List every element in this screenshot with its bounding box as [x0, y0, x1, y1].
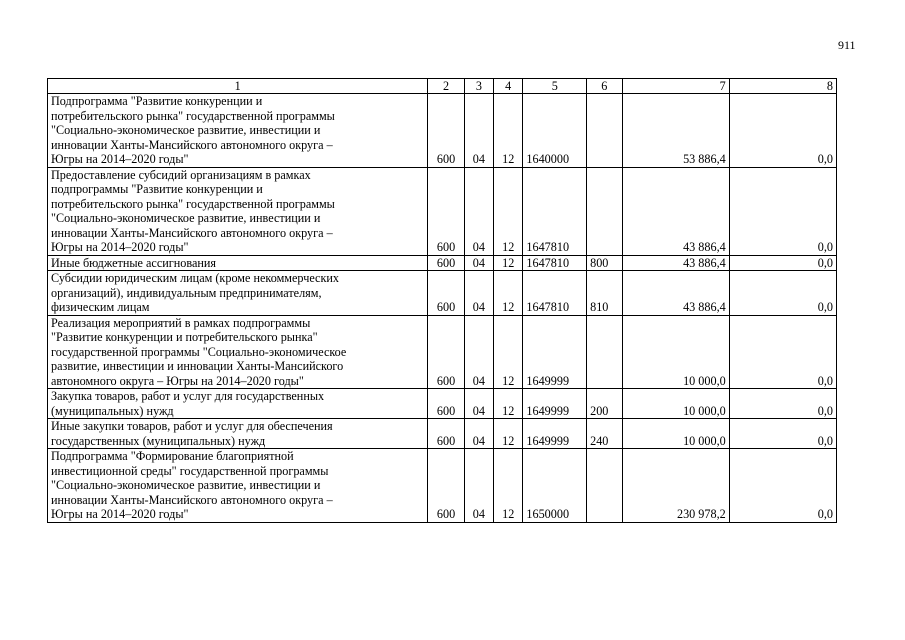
description-line: Субсидии юридическим лицам (кроме некоммерческих: [51, 271, 339, 285]
cell-c4: 12: [494, 389, 523, 419]
cell-c5: 1647810: [523, 271, 587, 316]
description-line: инновации Ханты-Мансийского автономного округа –: [51, 225, 333, 240]
table-row: [48, 255, 837, 271]
table-row: [48, 167, 837, 255]
cell-c5: 1649999: [523, 315, 587, 389]
cell-c2: 600: [428, 167, 464, 255]
page-number: 911: [838, 38, 856, 52]
cell-c5: 1640000: [523, 94, 587, 168]
row-description: [48, 419, 428, 449]
cell-c4: 12: [494, 419, 523, 449]
row-description: [48, 167, 428, 255]
cell-c7: 10 000,0: [622, 419, 729, 449]
description-line: Иные закупки товаров, работ и услуг для обеспечения: [51, 419, 333, 433]
cell-c6: 800: [587, 255, 622, 271]
table-row: [48, 389, 837, 419]
cell-c5: 1649999: [523, 419, 587, 449]
cell-c7: 43 886,4: [622, 255, 729, 271]
description-line: инвестиционной среды" государственной программы: [51, 463, 329, 478]
description-line: потребительского рынка" государственной программы: [51, 108, 335, 123]
description-line: "Социально-экономическое развитие, инвестиции и: [51, 211, 321, 225]
cell-c3: 04: [464, 449, 493, 523]
cell-c4: 12: [494, 271, 523, 316]
header-cell: 5: [523, 79, 587, 94]
table-row: [48, 419, 837, 449]
description-line: Реализация мероприятий в рамках подпрограммы: [51, 315, 311, 330]
cell-c6: [587, 315, 622, 389]
cell-c4: 12: [494, 167, 523, 255]
cell-c8: 0,0: [729, 449, 836, 523]
row-description: [48, 449, 428, 523]
description-line: Предоставление субсидий организациям в рамках: [51, 167, 311, 182]
description-line: развитие, инвестиции и инновации Ханты-Мансийского: [51, 359, 344, 373]
budget-table: [47, 78, 837, 523]
cell-c3: 04: [464, 389, 493, 419]
table-row: [48, 449, 837, 523]
cell-c4: 12: [494, 315, 523, 389]
description-line: потребительского рынка" государственной программы: [51, 196, 335, 211]
description-line: государственных (муниципальных) нужд: [51, 433, 266, 448]
header-cell: 1: [48, 79, 428, 94]
header-cell: 6: [587, 79, 622, 94]
row-description: [48, 389, 428, 419]
cell-c4: 12: [494, 255, 523, 271]
description-line: "Развитие конкуренции и потребительского рынка": [51, 330, 318, 344]
header-cell: 8: [729, 79, 836, 94]
cell-c8: 0,0: [729, 419, 836, 449]
description-line: подпрограммы "Развитие конкуренции и: [51, 182, 263, 196]
description-line: автономного округа – Югры на 2014–2020 годы": [51, 373, 304, 388]
cell-c7: 10 000,0: [622, 389, 729, 419]
cell-c6: 240: [587, 419, 622, 449]
cell-c4: 12: [494, 449, 523, 523]
table-row: [48, 271, 837, 316]
cell-c3: 04: [464, 315, 493, 389]
description-line: Подпрограмма "Формирование благоприятной: [51, 449, 294, 463]
cell-c3: 04: [464, 255, 493, 271]
table-row: [48, 94, 837, 168]
cell-c8: 0,0: [729, 389, 836, 419]
cell-c5: 1649999: [523, 389, 587, 419]
cell-c3: 04: [464, 271, 493, 316]
cell-c2: 600: [428, 255, 464, 271]
cell-c8: 0,0: [729, 271, 836, 316]
cell-c2: 600: [428, 271, 464, 316]
table-header-row: [48, 79, 837, 94]
cell-c8: 0,0: [729, 94, 836, 168]
cell-c2: 600: [428, 315, 464, 389]
description-line: государственной программы "Социально-экономическое: [51, 344, 347, 359]
description-line: инновации Ханты-Мансийского автономного округа –: [51, 137, 333, 152]
cell-c5: 1647810: [523, 167, 587, 255]
description-line: инновации Ханты-Мансийского автономного округа –: [51, 492, 333, 507]
row-description: [48, 94, 428, 168]
cell-c7: 10 000,0: [622, 315, 729, 389]
cell-c6: [587, 94, 622, 168]
cell-c3: 04: [464, 167, 493, 255]
description-line: (муниципальных) нужд: [51, 403, 174, 418]
description-line: организаций), индивидуальным предпринимателям,: [51, 285, 322, 300]
cell-c7: 53 886,4: [622, 94, 729, 168]
description-line: "Социально-экономическое развитие, инвестиции и: [51, 123, 321, 137]
header-cell: 7: [622, 79, 729, 94]
cell-c7: 230 978,2: [622, 449, 729, 523]
cell-c6: [587, 167, 622, 255]
cell-c8: 0,0: [729, 167, 836, 255]
description-line: Подпрограмма "Развитие конкуренции и: [51, 94, 263, 108]
row-description: [48, 255, 428, 271]
cell-c5: 1650000: [523, 449, 587, 523]
cell-c5: 1647810: [523, 255, 587, 271]
cell-c3: 04: [464, 419, 493, 449]
cell-c2: 600: [428, 419, 464, 449]
description-line: Югры на 2014–2020 годы": [51, 507, 189, 521]
cell-c6: 810: [587, 271, 622, 316]
cell-c4: 12: [494, 94, 523, 168]
cell-c3: 04: [464, 94, 493, 168]
cell-c6: [587, 449, 622, 523]
description-line: Иные бюджетные ассигнования: [51, 255, 217, 270]
cell-c7: 43 886,4: [622, 167, 729, 255]
header-cell: 4: [494, 79, 523, 94]
header-cell: 3: [464, 79, 493, 94]
description-line: Югры на 2014–2020 годы": [51, 240, 189, 254]
row-description: [48, 271, 428, 316]
description-line: физическим лицам: [51, 300, 150, 314]
cell-c2: 600: [428, 94, 464, 168]
table-row: [48, 315, 837, 389]
cell-c2: 600: [428, 449, 464, 523]
cell-c7: 43 886,4: [622, 271, 729, 316]
cell-c6: 200: [587, 389, 622, 419]
header-cell: 2: [428, 79, 464, 94]
cell-c8: 0,0: [729, 315, 836, 389]
description-line: "Социально-экономическое развитие, инвестиции и: [51, 478, 321, 492]
description-line: Закупка товаров, работ и услуг для государственных: [51, 389, 325, 403]
cell-c8: 0,0: [729, 255, 836, 271]
cell-c2: 600: [428, 389, 464, 419]
row-description: [48, 315, 428, 389]
description-line: Югры на 2014–2020 годы": [51, 152, 189, 166]
